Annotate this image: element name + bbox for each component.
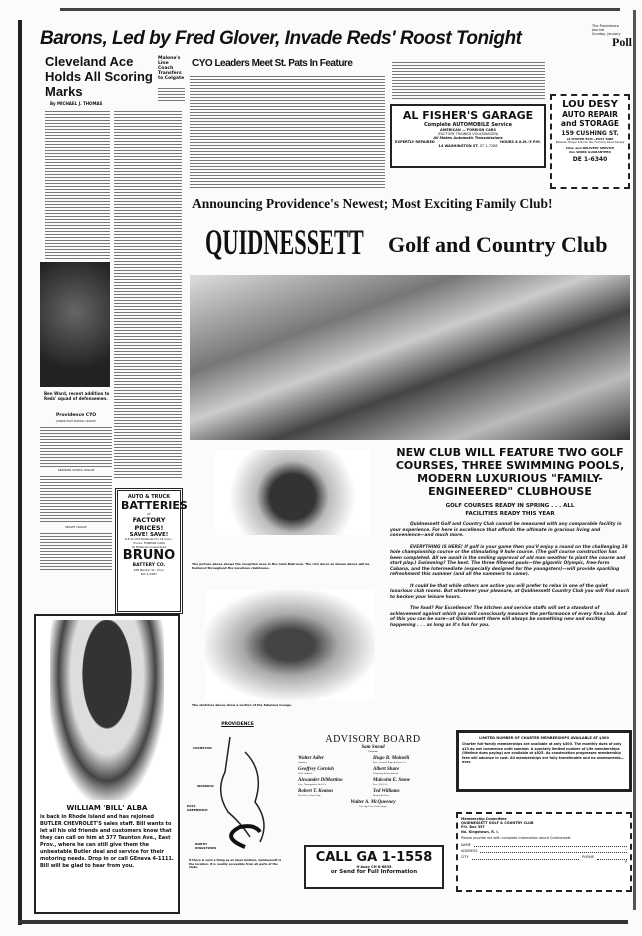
paragraph: Quidnessett Golf and Country Club cannot be measured with any comparable facility in your experience. For here is excellence that affords the ultimate in gracious living and convenience—and much more.: [390, 522, 622, 538]
coupon-box: P.O. Box 357: [461, 825, 485, 830]
advisory-board: [298, 734, 448, 808]
ballroom-caption: The picture above shows the reception area in the main Ballroom. The rich decor as shown above will be featured throughout the luxurious clubhouse.: [192, 562, 370, 570]
member-role: Attorney: [298, 761, 307, 764]
coupon-town: No. Kingstown, R. I.: [461, 829, 499, 834]
location-map: [185, 722, 290, 907]
masthead-corner: [592, 24, 632, 48]
member-name: Malcolm E. Stone: [373, 778, 411, 783]
ad-phone: ST 1-7288: [479, 144, 498, 148]
advisory-member: [298, 789, 373, 797]
corner-paper: The Providence Journal: [592, 24, 619, 32]
paragraph: EVERYTHING IS HERE! If golf is your game then you'll enjoy a round on the challenging 18 hole championship course or the stimulating 9 hole course. (The golf course construction has been completed. All we await is the smiling approval of old man weather to plant the course and start play.) Swimming? The best. The three filtered pools—the gigantic Olympic, free-form Cabana, and the Intermediate (especially designed for the youngsters)—will provide sparkling refreshment this summer (and all the summers to come).: [390, 544, 628, 577]
advisory-member: [298, 800, 448, 808]
ad-line: AUTO & TRUCK: [127, 494, 171, 500]
advisory-member: [298, 767, 373, 775]
ad-line: AT: [147, 512, 151, 516]
ad-line: EXPERTLY REPAIRED: [395, 140, 435, 144]
map-label: WARWICK: [197, 784, 214, 788]
coupon-name-row[interactable]: [461, 843, 627, 847]
club-name-2: Golf and Country Club: [388, 232, 608, 257]
advisory-member: [298, 778, 373, 786]
address-field[interactable]: [480, 849, 627, 853]
ad-line: All Batteries Guaranteed: [131, 545, 167, 549]
advisory-member: [298, 756, 373, 764]
ad-line: All Makes Automatic Transmissions: [433, 136, 503, 140]
lounge-sketch: [205, 590, 375, 700]
advisory-chair: Sam Snead: [361, 745, 385, 750]
phone-label: PHONE: [582, 855, 594, 860]
alba-body: is back in Rhode Island and has rejoined BUTLER CHEVROLET'S sales staff. Bill wants to let all his old friends and customers know that they can call on him at 377 Taunton Ave., East Prov., where he can still give them the unbeatable Butler deal and service for their motoring needs. Drop in or call GEneva 4-1111. Bill will be glad to hear from you.: [40, 814, 174, 869]
coupon-to: Membership Committee: [461, 817, 507, 821]
advisory-member: [373, 778, 448, 786]
phone-field[interactable]: [597, 855, 627, 859]
feature-headline: NEW CLUB WILL FEATURE TWO GOLF COURSES, THREE SWIMMING POOLS, MODERN LUXURIOUS "FAMILY-ENGINEERED" CLUBHOUSE: [395, 446, 625, 498]
ad-line: CALL and DELIVERY SERVICE: [565, 146, 615, 150]
member-name: Albert Share: [373, 767, 400, 772]
map-label: CRANSTON: [193, 746, 212, 750]
ad-line: ALL WORK GUARANTEED: [569, 150, 611, 154]
ad-name: AL FISHER'S GARAGE: [402, 109, 534, 122]
member-role: Pres., Narragansett Steel Co.: [298, 783, 327, 786]
city-label: CITY: [461, 855, 469, 860]
corner-logo: Poll: [612, 35, 632, 49]
league-3: MIDGET LEAGUE: [65, 526, 87, 529]
name-label: NAME: [461, 843, 471, 848]
ad-address: 159 CUSHING ST.: [561, 130, 619, 137]
member-name: Walter A. McQueeney: [350, 800, 396, 805]
member-name: Ted Williams: [373, 789, 400, 794]
membership-coupon[interactable]: [456, 812, 632, 892]
call-box: [304, 845, 444, 889]
announce-headline: Announcing Providence's Newest; Most Exciting Family Club!: [192, 196, 553, 211]
ad-name: LOU DESY: [562, 99, 618, 110]
member-name: Hugo R. Mainelli: [373, 756, 410, 761]
ad-line: BATTERIES: [121, 499, 188, 512]
ad-line: BATTERY CO.: [132, 563, 166, 568]
ad-phone: MA 1-0287: [140, 572, 158, 576]
lead-story-byline: By MICHAEL J. THOMAS: [50, 101, 103, 106]
member-name: Geoffrey Cornish: [298, 767, 334, 772]
page-top-rule: [60, 8, 620, 11]
advisory-member: [373, 756, 448, 764]
member-role: Financing & Investments: [373, 772, 399, 775]
member-name: Walter Adler: [298, 756, 324, 761]
member-name: Alexander DiMartino: [298, 778, 343, 783]
ballroom-photo: [215, 450, 370, 535]
map-caption: If there is such a thing as an ideal location, Quidnessett is the location. It is readily accessible from all parts of the state.: [189, 858, 282, 869]
ad-line: FACTORY PRICES!: [132, 516, 166, 532]
member-role: Boston Red Sox: [373, 794, 390, 797]
aerial-clubhouse-photo: [190, 275, 630, 440]
map-label: NORTH KINGSTOWN: [195, 842, 216, 850]
lead-story-headline: Cleveland Ace Holds All Scoring Marks: [45, 54, 153, 99]
photo-caption: Ben Ward, recent addition to Reds' squad of defensemen.: [44, 391, 110, 401]
column-text: [392, 60, 545, 100]
map-label: EAST GREENWICH: [187, 804, 208, 812]
cyo-story-text: [190, 74, 385, 188]
ad-address: 168 Becker St., Prov.: [133, 568, 165, 572]
league-1: JUNIOR HIGH SCHOOL LEAGUE: [56, 420, 96, 423]
advisory-member: [373, 789, 448, 797]
page-left-edge: [18, 20, 22, 925]
page-bottom-edge: [18, 920, 628, 924]
name-field[interactable]: [474, 843, 627, 847]
member-role: Pres., General Engr. & Cons. Co.: [373, 761, 407, 764]
ad-line: Between Thayer & Brook Sts. Formerly Davis Garage: [555, 141, 625, 144]
lou-desy-ad: [550, 94, 630, 189]
member-role: Vice Pres., Fram Corp.: [298, 794, 321, 797]
club-body: [390, 522, 630, 628]
map-coastline: [210, 732, 285, 852]
hockey-player-photo: [40, 262, 110, 387]
member-role: Ext. Sgt. Prov. Police Dept.: [359, 805, 387, 808]
ad-line: 6-8-12 Volt Batteries For All Cars—Trucks, FOREIGN CARS: [124, 537, 174, 545]
coupon-request: Please provide me with complete information about Quidnessett.: [461, 835, 572, 840]
feature-column: [390, 446, 630, 628]
advisory-members: [298, 756, 448, 808]
ad-line: AUTO REPAIR: [562, 110, 618, 119]
coupon-club: QUIDNESSETT GOLF & COUNTRY CLUB: [461, 821, 534, 826]
ad-line: and STORAGE: [560, 119, 620, 128]
alba-ad: [34, 614, 180, 914]
ad-line: (FACTORY TRAINED VOLKSWAGEN): [437, 132, 499, 136]
charter-membership-box: [456, 730, 632, 792]
coupon-corner-mark: P: [624, 859, 627, 864]
fisher-garage-ad: [390, 104, 546, 168]
main-headline: Barons, Led by Fred Glover, Invade Reds' Roost Tonight: [40, 28, 522, 49]
ad-line: Complete AUTOMOBILE Service: [424, 122, 512, 128]
lead-story-continued: [114, 109, 182, 480]
map-title: PROVIDENCE: [221, 722, 254, 727]
side-story-headline: Malone's Line Coach Transfers to Colgate: [158, 56, 185, 81]
side-story-text: [158, 86, 185, 102]
advisory-member: [373, 767, 448, 775]
alba-name: WILLIAM 'BILL' ALBA: [66, 804, 148, 812]
ad-line: at THAYER EXIT—EAST SIDE: [566, 137, 614, 141]
cyo-standings: [40, 413, 112, 571]
page-right-edge: [633, 10, 636, 910]
address-label: ADDRESS: [461, 849, 478, 854]
league-2: GRAMMAR SCHOOL LEAGUE: [57, 469, 95, 472]
city-field[interactable]: [472, 855, 580, 859]
coupon-city-row[interactable]: [461, 855, 627, 859]
coupon-address-row[interactable]: [461, 849, 627, 853]
charter-body: Charter full-family memberships are available at only $300. The monthly dues of only $13 do not commence until summer. A specially limited number of Life memberships (lifetime dues paying) are available at $825. As construction progresses membership fees will advance in cost. All memberships are fully transferable and no assessments—ever.: [462, 742, 624, 764]
ad-address: 14 WASHINGTON ST.: [438, 144, 479, 148]
bruno-battery-ad: [115, 488, 188, 614]
ad-name: BRUNO: [122, 548, 176, 563]
paragraph: The food? Par Excellence! The kitchen and service staffs will set a standard of achievement against which you will consciously measure the performance of every fine club. And of this you can be sure—at Quidnessett there will always be something new and exciting happening . . . as long as it's fun for you.: [390, 606, 627, 628]
member-role: Pres., R.I.G.A.: [373, 783, 388, 786]
ad-phone: DE 1-6340: [572, 156, 608, 163]
ad-hours: HOURS 8 A.M.-5 P.M.: [500, 140, 541, 144]
member-role: Golf Architect: [298, 772, 313, 775]
call-alt: If busy CH 8-6635: [356, 865, 392, 869]
feature-subhead: GOLF COURSES READY IN SPRING . . . ALL FACILITIES READY THIS YEAR: [445, 503, 575, 517]
ad-line: AMERICAN — FOREIGN CARS: [440, 128, 496, 132]
call-phone: CALL GA 1-1558: [315, 850, 433, 865]
charter-title: LIMITED NUMBER OF CHARTER MEMBERSHIPS AVAILABLE AT $300: [479, 736, 609, 740]
advisory-title: ADVISORY BOARD: [325, 734, 421, 745]
cyo-story-headline: CYO Leaders Meet St. Pats In Feature: [192, 58, 353, 69]
paragraph: It could be that while others are active you will prefer to relax in one of the quiet luxurious club rooms. But whatever your pleasure, at Quidnessett Country Club you will find much to beckon your leisure hours.: [390, 583, 630, 600]
ad-line: SAVE! SAVE!: [129, 532, 169, 538]
alba-portrait: [50, 620, 164, 800]
call-info: or Send for Full Information: [330, 869, 418, 875]
corner-date: Sunday, January: [592, 32, 621, 36]
lead-story-text: [45, 109, 110, 259]
advisory-chair-role: Chairman: [368, 750, 378, 753]
club-name: QUIDNESSETT: [205, 222, 364, 262]
standings-title: Providence CYO: [55, 413, 97, 418]
lounge-caption: The sketches above show a section of the fabulous lounge.: [192, 703, 293, 707]
member-name: Robert T. Keaton: [298, 789, 333, 794]
ad-row: [395, 144, 541, 148]
